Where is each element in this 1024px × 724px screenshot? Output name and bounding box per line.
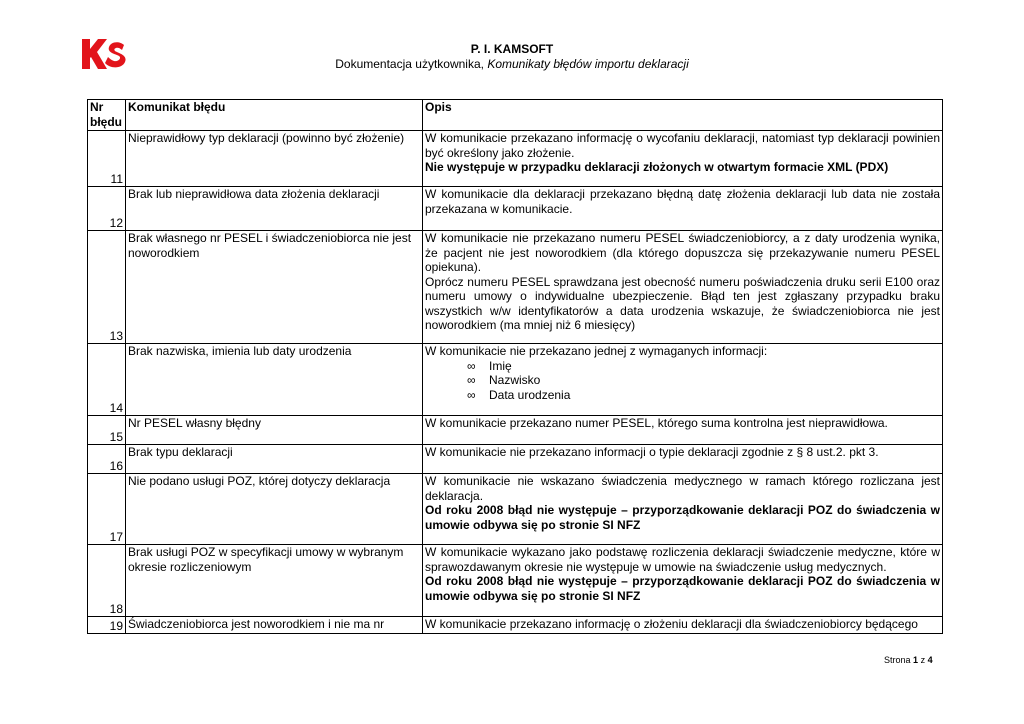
error-desc [423,131,943,187]
required-fields-list [425,359,940,403]
desc-text: W komunikacie nie przekazano jednej z wymaganych informacji: [425,344,768,358]
error-message: Brak typu deklaracji [126,445,423,474]
error-nr: 18 [88,545,126,617]
error-message: Brak lub nieprawidłowa data złożenia deklaracji [126,187,423,231]
page-of: z [920,655,926,665]
desc-text: W komunikacie przekazano informację o złożeniu deklaracji dla świadczeniobiorcy będącego [425,617,918,631]
table-row [88,344,943,416]
header-message: Komunikat błędu [126,100,423,131]
error-message: Brak nazwiska, imienia lub daty urodzenia [126,344,423,416]
desc-text: W komunikacie dla deklaracji przekazano błędną datę złożenia deklaracji lub data nie została przekazana w komunikacie. [425,187,940,216]
error-desc [423,231,943,344]
list-item [467,388,940,403]
error-nr: 13 [88,231,126,344]
error-nr: 12 [88,187,126,231]
table-row [88,474,943,545]
desc-text: W komunikacie wykazano jako podstawę rozliczenia deklaracji świadczenie medyczne, które w sprawozdawanym okresie nie występuje w umowie na świadczenie usług medycznych. [425,545,940,574]
list-item-label: Imię [489,358,512,373]
list-item [467,373,940,388]
error-nr: 17 [88,474,126,545]
desc-text-2: Oprócz numeru PESEL sprawdzana jest obecność numeru poświadczenia druku serii E100 oraz numeru umowy o indywidualne ubezpieczenie. Błąd ten jest zgłaszany przypadku braku wszystkich w/w identyfikatorów a data urodzenia wskazuje, że świadczeniobiorca nie jest noworodkiem (ma mniej niż 6 miesięcy) [425,274,940,332]
list-item [467,359,940,374]
page-footer [884,655,933,665]
desc-text: W komunikacie przekazano numer PESEL, którego suma kontrolna jest nieprawidłowa. [425,416,888,430]
infinity-bullet-icon: ∞ [467,387,476,402]
subtitle-italic: Komunikaty błędów importu deklaracji [487,57,689,71]
page-number: 1 [913,655,919,665]
error-desc [423,445,943,474]
table-row [88,231,943,344]
list-item-label: Nazwisko [489,373,541,387]
table-row [88,131,943,187]
error-message: Brak własnego nr PESEL i świadczeniobiorca nie jest noworodkiem [126,231,423,344]
error-desc [423,474,943,545]
desc-text: W komunikacie nie przekazano informacji o typie deklaracji zgodnie z § 8 ust.2. pkt 3. [425,445,879,459]
error-nr: 15 [88,416,126,445]
error-message: Brak usługi POZ w specyfikacji umowy w wybranym okresie rozliczeniowym [126,545,423,617]
infinity-bullet-icon: ∞ [467,358,476,373]
header-desc: Opis [423,100,943,131]
desc-text: W komunikacie przekazano informację o wycofaniu deklaracji, natomiast typ deklaracji powinien być określony jako złożenie. [425,131,940,160]
error-desc [423,545,943,617]
table-row [88,416,943,445]
desc-bold-note: Od roku 2008 błąd nie występuje – przyporządkowanie deklaracji POZ do świadczenia w umowie odbywa się po stronie SI NFZ [425,574,940,603]
error-messages-table [87,99,943,634]
header-nr: Nr błędu [88,100,126,131]
desc-bold-note: Od roku 2008 błąd nie występuje – przyporządkowanie deklaracji POZ do świadczenia w umowie odbywa się po stronie SI NFZ [425,503,940,532]
list-item-label: Data urodzenia [489,387,571,402]
company-name: P. I. KAMSOFT [470,42,554,56]
infinity-bullet-icon: ∞ [467,373,476,387]
error-nr: 14 [88,344,126,416]
error-desc [423,416,943,445]
table-row [88,187,943,231]
page-total: 4 [927,655,933,665]
table-row [88,617,943,634]
error-desc [423,187,943,231]
error-nr: 11 [88,131,126,187]
error-nr: 16 [88,445,126,474]
desc-bold-note: Nie występuje w przypadku deklaracji złożonych w otwartym formacie XML (PDX) [425,160,889,174]
desc-text: W komunikacie nie przekazano numeru PESEL świadczeniobiorcy, a z daty urodzenia wynika, że pacjent nie jest noworodkiem (dla którego dopuszcza się przekazywanie numeru PESEL opiekuna). [425,231,940,274]
error-desc [423,344,943,416]
subtitle-prefix: Dokumentacja użytkownika, [335,57,484,71]
error-message: Nie podano usługi POZ, której dotyczy deklaracja [126,474,423,545]
desc-text: W komunikacie nie wskazano świadczenia medycznego w ramach którego rozliczana jest deklaracja. [425,474,940,503]
error-message: Nr PESEL własny błędny [126,416,423,445]
document-subtitle [0,57,1024,72]
error-message: Świadczeniobiorca jest noworodkiem i nie ma nr [126,617,423,634]
document-header [0,42,1024,72]
table-header-row [88,100,943,131]
error-message: Nieprawidłowy typ deklaracji (powinno być złożenie) [126,131,423,187]
page-label: Strona [884,655,911,665]
error-desc [423,617,943,634]
error-nr: 19 [88,617,126,634]
table-row [88,545,943,617]
table-row [88,445,943,474]
